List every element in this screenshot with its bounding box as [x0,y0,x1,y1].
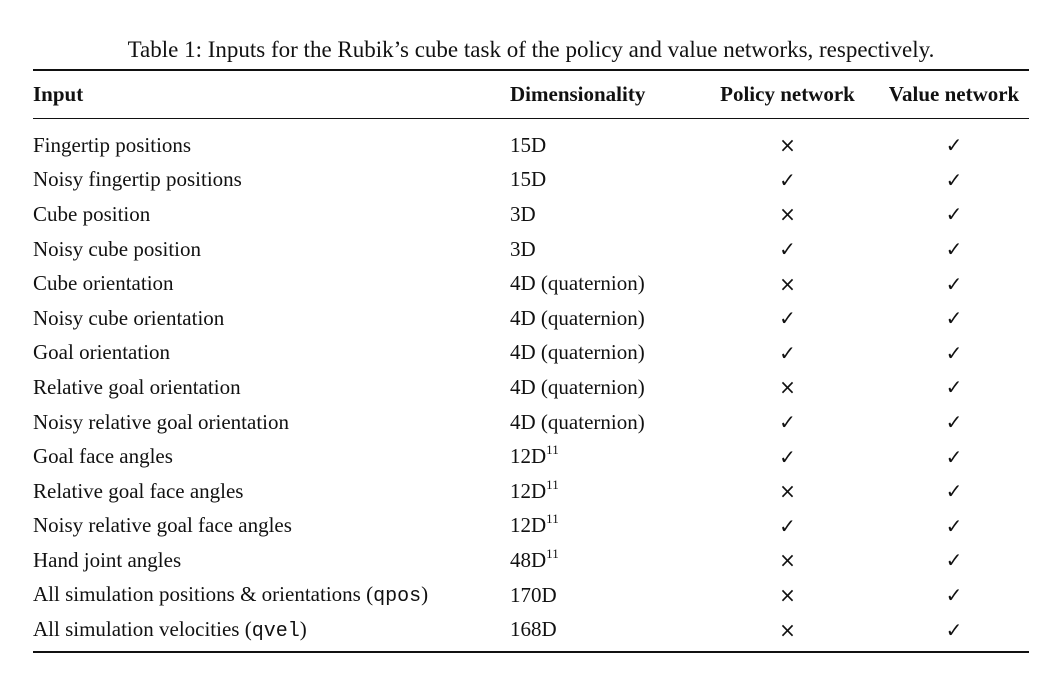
cell-policy-mark: × [779,548,796,573]
table-caption: Table 1: Inputs for the Rubik’s cube task of the policy and value networks, respectively. [127,37,935,62]
cell-policy-mark: × [779,479,796,504]
cell-policy-mark: ✓ [779,410,796,435]
cell-policy-mark: ✓ [779,306,796,331]
cell-input: Hand joint angles [33,547,182,572]
table-row [33,370,1029,405]
cell-dimensionality: 15D [510,132,547,157]
cell-dimensionality: $12D^{11}$ [510,442,559,469]
cell-dimensionality: 4D (quaternion) [510,374,645,399]
table-row [33,612,1029,647]
cell-dimensionality: 4D (quaternion) [510,340,645,365]
inputs-table [33,69,1029,653]
cell-policy-mark: ✓ [779,340,796,365]
table-row [33,163,1029,198]
table-row [33,578,1029,613]
cell-input: All simulation velocities (qvel) [33,616,307,643]
cell-value-mark: ✓ [945,375,963,400]
cell-value-mark: ✓ [945,479,963,504]
cell-value-mark: ✓ [945,167,963,192]
cell-policy-mark: × [779,583,796,608]
header-dimensionality: Dimensionality [510,82,646,106]
cell-value-mark: ✓ [945,583,963,608]
code-variable: qpos [373,585,422,609]
footnote-marker: 11 [546,545,559,561]
cell-dimensionality: 4D (quaternion) [510,305,645,330]
cell-value-mark: ✓ [945,513,963,538]
cell-input: Noisy relative goal orientation [33,409,290,434]
table-row [33,509,1029,544]
table-row [33,405,1029,440]
cell-policy-mark: × [779,375,796,400]
cell-input: Relative goal orientation [33,374,241,399]
cell-policy-mark: × [779,202,796,227]
cell-dimensionality: 168D [510,617,557,642]
cell-value-mark: ✓ [945,444,963,469]
cell-value-mark: ✓ [945,410,963,435]
cell-value-mark: ✓ [945,548,963,573]
cell-value-mark: ✓ [945,237,963,262]
footnote-marker: 11 [546,442,559,458]
table-row [33,128,1029,163]
header-value-network: Value network [888,82,1020,106]
cell-input: Noisy cube orientation [33,305,225,330]
cell-dimensionality: 4D (quaternion) [510,271,645,296]
footnote-marker: 11 [546,511,559,527]
cell-input: All simulation positions & orientations (qpos) [33,582,429,609]
cell-input: Noisy cube position [33,236,201,261]
cell-input: Goal orientation [33,340,171,365]
table-row [33,474,1029,509]
cell-policy-mark: ✓ [779,167,796,192]
cell-policy-mark: ✓ [779,444,796,469]
table-row [33,232,1029,267]
code-variable: qvel [251,619,300,643]
cell-dimensionality: 3D [510,236,536,261]
cell-dimensionality: 170D [510,582,557,607]
cell-input: Fingertip positions [33,132,192,157]
table-row [33,543,1029,578]
table-row [33,266,1029,301]
footnote-marker: 11 [546,476,559,492]
cell-dimensionality: 4D (quaternion) [510,409,645,434]
table-row [33,301,1029,336]
cell-input: Noisy fingertip positions [33,167,242,192]
cell-input: Noisy relative goal face angles [33,513,292,538]
cell-input: Relative goal face angles [33,478,244,503]
cell-value-mark: ✓ [945,617,963,642]
cell-value-mark: ✓ [945,340,963,365]
cell-policy-mark: ✓ [779,237,796,262]
table-row [33,439,1029,474]
cell-dimensionality: $48D^{11}$ [510,545,559,572]
cell-value-mark: ✓ [945,133,963,158]
cell-policy-mark: ✓ [779,513,796,538]
cell-value-mark: ✓ [945,271,963,296]
cell-dimensionality: $12D^{11}$ [510,476,559,503]
cell-value-mark: ✓ [945,306,963,331]
cell-policy-mark: × [779,617,796,642]
header-input: Input [33,82,84,106]
cell-dimensionality: $12D^{11}$ [510,511,559,538]
header-policy-network: Policy network [720,82,855,106]
cell-dimensionality: 15D [510,167,547,192]
cell-input: Cube orientation [33,271,174,296]
cell-dimensionality: 3D [510,201,536,226]
cell-input: Cube position [33,201,151,226]
cell-value-mark: ✓ [945,202,963,227]
cell-policy-mark: × [779,133,796,158]
cell-input: Goal face angles [33,444,173,469]
table-body [33,119,1029,651]
cell-policy-mark: × [779,271,796,296]
table-row [33,336,1029,371]
table-header-row [33,71,1029,119]
table-row [33,197,1029,232]
